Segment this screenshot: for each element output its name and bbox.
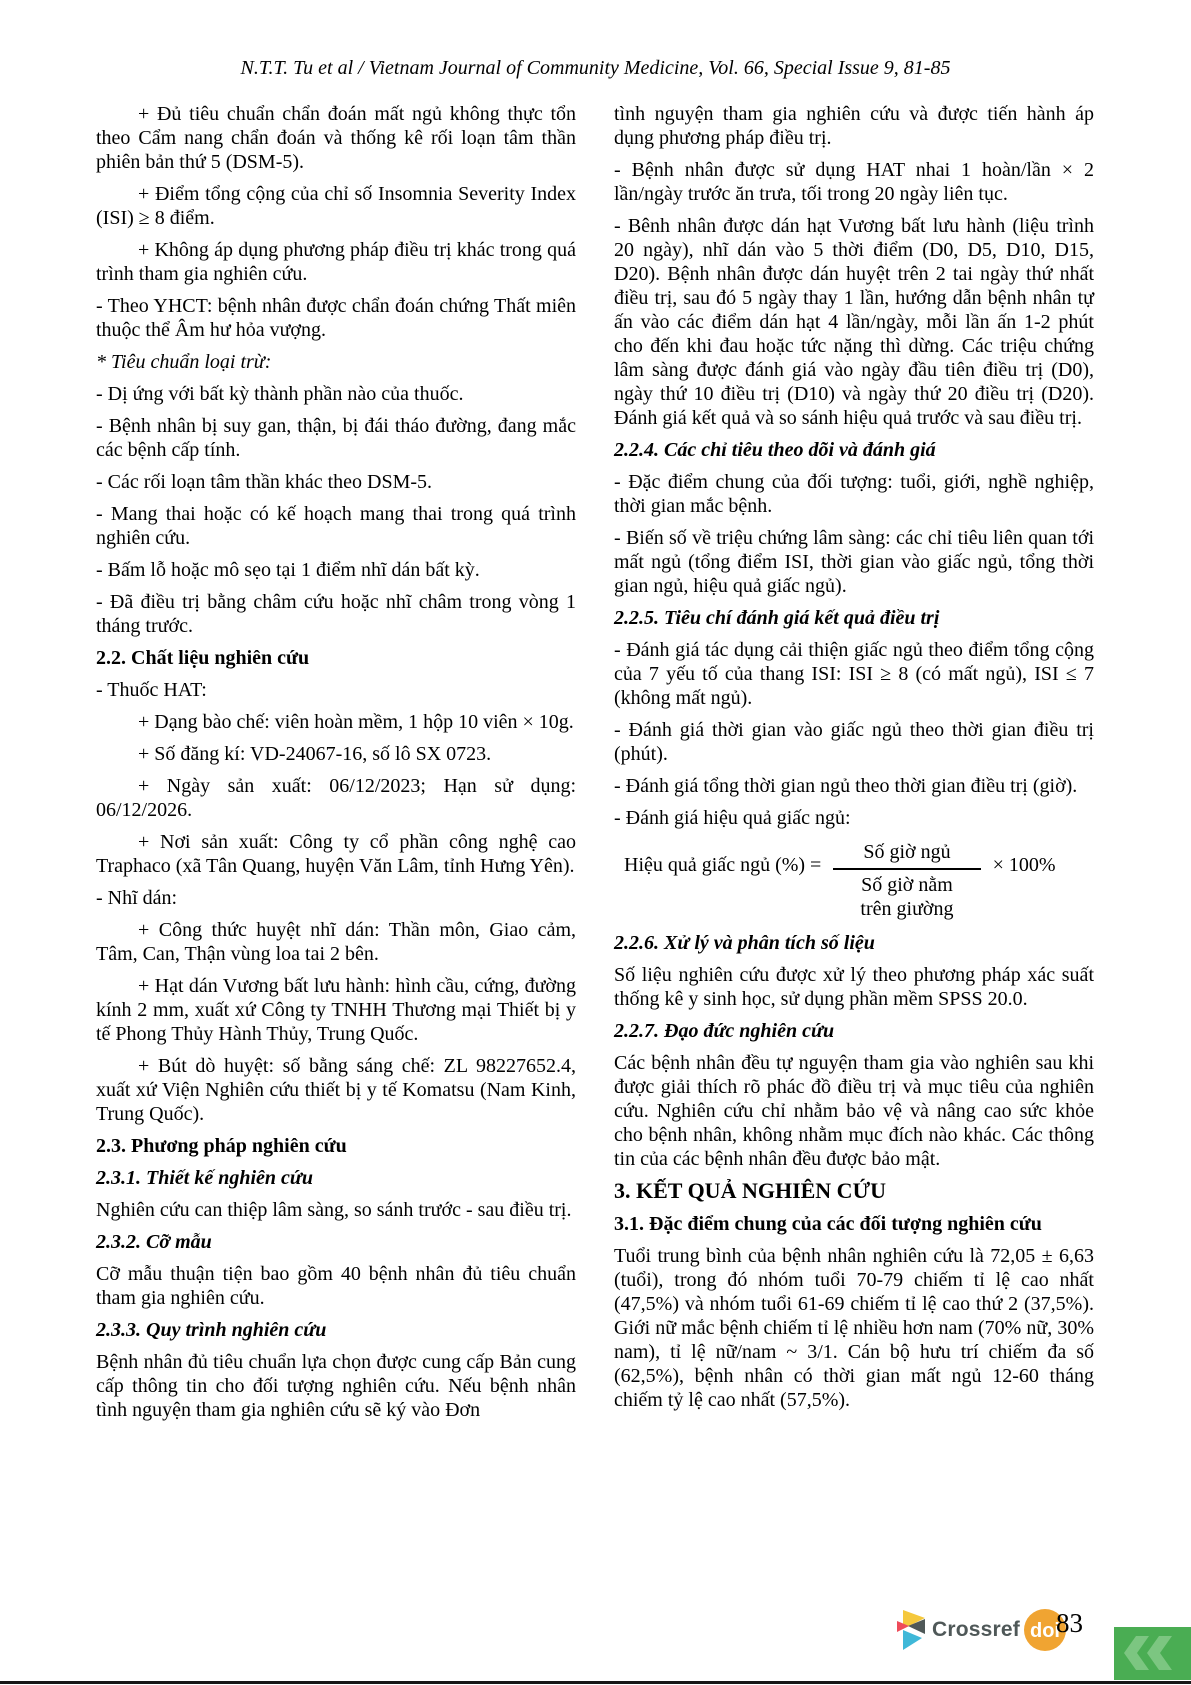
paragraph: Nghiên cứu can thiệp lâm sàng, so sánh trước - sau điều trị.: [96, 1199, 572, 1221]
paragraph: - Đánh giá tổng thời gian ngủ theo thời gian điều trị (giờ).: [614, 775, 1078, 797]
section-heading: 2.2. Chất liệu nghiên cứu: [96, 647, 310, 669]
paragraph: + Điểm tổng cộng của chỉ số Insomnia Severity Index (ISI) ≥ 8 điểm.: [96, 183, 576, 229]
paragraph: + Dạng bào chế: viên hoàn mềm, 1 hộp 10 viên × 10g.: [138, 711, 574, 733]
bottom-rule: [0, 1681, 1191, 1684]
paragraph: - Nhĩ dán:: [96, 887, 178, 909]
paragraph: - Biến số về triệu chứng lâm sàng: các chỉ tiêu liên quan tới mất ngủ (tổng điểm ISI, thời gian vào giấc ngủ, tổng thời gian ngủ, hiệu quả giấc ngủ).: [614, 527, 1094, 597]
corner-green-box: [1114, 1627, 1191, 1680]
paragraph: - Bấm lỗ hoặc mô sẹo tại 1 điểm nhĩ dán bất kỳ.: [96, 559, 480, 581]
paragraph: tình nguyện tham gia nghiên cứu và được tiến hành áp dụng phương pháp điều trị.: [614, 103, 1094, 149]
paragraph: + Bút dò huyệt: số bằng sáng chế: ZL 98227652.4, xuất xứ Viện Nghiên cứu thiết bị y tế Komatsu (Nam Kinh, Trung Quốc).: [96, 1055, 576, 1125]
section-heading: 2.3.1. Thiết kế nghiên cứu: [96, 1167, 313, 1189]
paragraph: + Đủ tiêu chuẩn chẩn đoán mất ngủ không thực tổn theo Cẩm nang chẩn đoán và thống kê rối loạn tâm thần phiên bản thứ 5 (DSM-5).: [96, 103, 576, 173]
paragraph: - Bệnh nhân bị suy gan, thận, bị đái tháo đường, đang mắc các bệnh cấp tính.: [96, 415, 576, 461]
paragraph: + Hạt dán Vương bất lưu hành: hình cầu, cứng, đường kính 2 mm, xuất xứ Công ty TNHH Thương mại Thiết bị y tế Phong Thủy Hành Thủy, Trung Quốc.: [96, 975, 576, 1045]
paragraph: + Số đăng kí: VD-24067-16, số lô SX 0723.: [138, 743, 492, 765]
section-heading: 2.2.7. Đạo đức nghiên cứu: [614, 1020, 835, 1042]
crossref-wordmark: Crossref: [932, 1618, 1020, 1641]
section-heading: 3. KẾT QUẢ NGHIÊN CỨU: [614, 1178, 886, 1203]
two-column-body: [96, 102, 1095, 1430]
paragraph: - Bênh nhân được dán hạt Vương bất lưu hành (liệu trình 20 ngày), nhĩ dán vào 5 thời điểm (D0, D5, D10, D15, D20). Bệnh nhân được dán huyệt trên 2 tai ngày thứ nhất điều trị, sau đó 5 ngày thay 1 lần, hướng dẫn bệnh nhân tự ấn vào các điểm dán hạt 4 lần/ngày, mỗi lần ấn 1-2 phút cho đến khi đau hoặc tức nặng thì dừng. Các triệu chứng lâm sàng được đánh giá vào ngày đầu tiên điều trị (D0), ngày thứ 10 điều trị (D10) và ngày thứ 20 điều trị (D20). Đánh giá kết quả và so sánh hiệu quả trước và sau điều trị.: [614, 215, 1094, 429]
crossref-icon: [897, 1610, 925, 1650]
formula-numerator: Số giờ ngủ: [833, 838, 980, 870]
paragraph: Các bệnh nhân đều tự nguyện tham gia vào nghiên sau khi được giải thích rõ phác đồ điều trị và mục tiêu của nghiên cứu. Nghiên cứu chỉ nhằm bảo vệ và nâng cao sức khỏe cho bệnh nhân, không nhằm mục đích nào khác. Các thông tin của các bệnh nhân đều được bảo mật.: [614, 1052, 1094, 1170]
formula-lhs: Hiệu quả giấc ngủ (%) =: [624, 854, 822, 876]
page-number: 83: [1056, 1608, 1083, 1638]
sleep-efficiency-formula: [624, 838, 1094, 921]
svg-text:doi: doi: [1029, 1620, 1060, 1642]
section-heading: 2.3. Phương pháp nghiên cứu: [96, 1135, 347, 1157]
paragraph: + Nơi sản xuất: Công ty cổ phần công nghệ cao Traphaco (xã Tân Quang, huyện Văn Lâm, tỉnh Hưng Yên).: [96, 831, 576, 877]
paragraph: Số liệu nghiên cứu được xử lý theo phương pháp xác suất thống kê y sinh học, sử dụng phần mềm SPSS 20.0.: [614, 964, 1094, 1010]
paragraph: + Ngày sản xuất: 06/12/2023; Hạn sử dụng: 06/12/2026.: [96, 775, 576, 821]
section-heading: 2.2.5. Tiêu chí đánh giá kết quả điều trị: [614, 607, 940, 629]
section-heading: 2.3.3. Quy trình nghiên cứu: [96, 1319, 327, 1341]
crossref-doi-logo: [897, 1609, 1066, 1651]
paragraph: - Các rối loạn tâm thần khác theo DSM-5.: [96, 471, 433, 493]
paragraph: - Mang thai hoặc có kế hoạch mang thai trong quá trình nghiên cứu.: [96, 503, 576, 549]
paragraph: - Bệnh nhân được sử dụng HAT nhai 1 hoàn/lần × 2 lần/ngày trước ăn trưa, tối trong 20 ngày liên tục.: [614, 159, 1094, 205]
right-column: [614, 102, 1094, 1430]
paragraph: - Dị ứng với bất kỳ thành phần nào của thuốc.: [96, 383, 464, 405]
paragraph: + Không áp dụng phương pháp điều trị khác trong quá trình tham gia nghiên cứu.: [96, 239, 576, 285]
paragraph: - Đánh giá hiệu quả giấc ngủ:: [614, 807, 851, 829]
formula-fraction: [833, 838, 980, 921]
left-column: [96, 102, 576, 1430]
section-heading: 3.1. Đặc điểm chung của các đối tượng nghiên cứu: [614, 1213, 1042, 1235]
paragraph: - Đã điều trị bằng châm cứu hoặc nhĩ châm trong vòng 1 tháng trước.: [96, 591, 576, 637]
paragraph: - Thuốc HAT:: [96, 679, 207, 701]
paragraph: Tuổi trung bình của bệnh nhân nghiên cứu là 72,05 ± 6,63 (tuổi), trong đó nhóm tuổi 70-79 chiếm tỉ lệ cao nhất (47,5%) và nhóm tuổi 61-69 chiếm tỉ lệ cao thứ 2 (37,5%). Giới nữ mắc bệnh chiếm tỉ lệ nhiều hơn nam (70% nữ, 30% nam), tỉ lệ nữ/nam ~ 3/1. Cán bộ hưu trí chiếm đa số (62,5%), bệnh nhân có thời gian mất ngủ 12-60 tháng chiếm tỷ lệ cao nhất (57,5%).: [614, 1245, 1094, 1411]
journal-citation-header: N.T.T. Tu et al / Vietnam Journal of Community Medicine, Vol. 66, Special Issue 9, 81-85: [240, 57, 951, 79]
section-heading: 2.2.6. Xử lý và phân tích số liệu: [614, 932, 875, 954]
section-heading: 2.2.4. Các chỉ tiêu theo dõi và đánh giá: [614, 439, 936, 461]
formula-denominator: Số giờ nằm trên giường: [860, 874, 954, 920]
section-heading: 2.3.2. Cỡ mẫu: [96, 1231, 212, 1253]
paragraph: + Công thức huyệt nhĩ dán: Thần môn, Giao cảm, Tâm, Can, Thận vùng loa tai 2 bên.: [96, 919, 576, 965]
paragraph: Bệnh nhân đủ tiêu chuẩn lựa chọn được cung cấp Bản cung cấp thông tin cho đối tượng nghiên cứu. Nếu bệnh nhân tình nguyện tham gia nghiên cứu sẽ ký vào Đơn: [96, 1351, 576, 1421]
paragraph: - Đặc điểm chung của đối tượng: tuổi, giới, nghề nghiệp, thời gian mắc bệnh.: [614, 471, 1094, 517]
paragraph: - Theo YHCT: bệnh nhân được chẩn đoán chứng Thất miên thuộc thể Âm hư hỏa vượng.: [96, 295, 576, 341]
paragraph: - Đánh giá thời gian vào giấc ngủ theo thời gian điều trị (phút).: [614, 719, 1094, 765]
formula-rhs: × 100%: [992, 854, 1056, 876]
paragraph: - Đánh giá tác dụng cải thiện giấc ngủ theo điểm tổng cộng của 7 yếu tố của thang ISI: ISI ≥ 8 (có mất ngủ), ISI ≤ 7 (không mất ngủ).: [614, 639, 1094, 709]
paragraph: * Tiêu chuẩn loại trừ:: [96, 351, 272, 373]
paragraph: Cỡ mẫu thuận tiện bao gồm 40 bệnh nhân đủ tiêu chuẩn tham gia nghiên cứu.: [96, 1263, 576, 1309]
